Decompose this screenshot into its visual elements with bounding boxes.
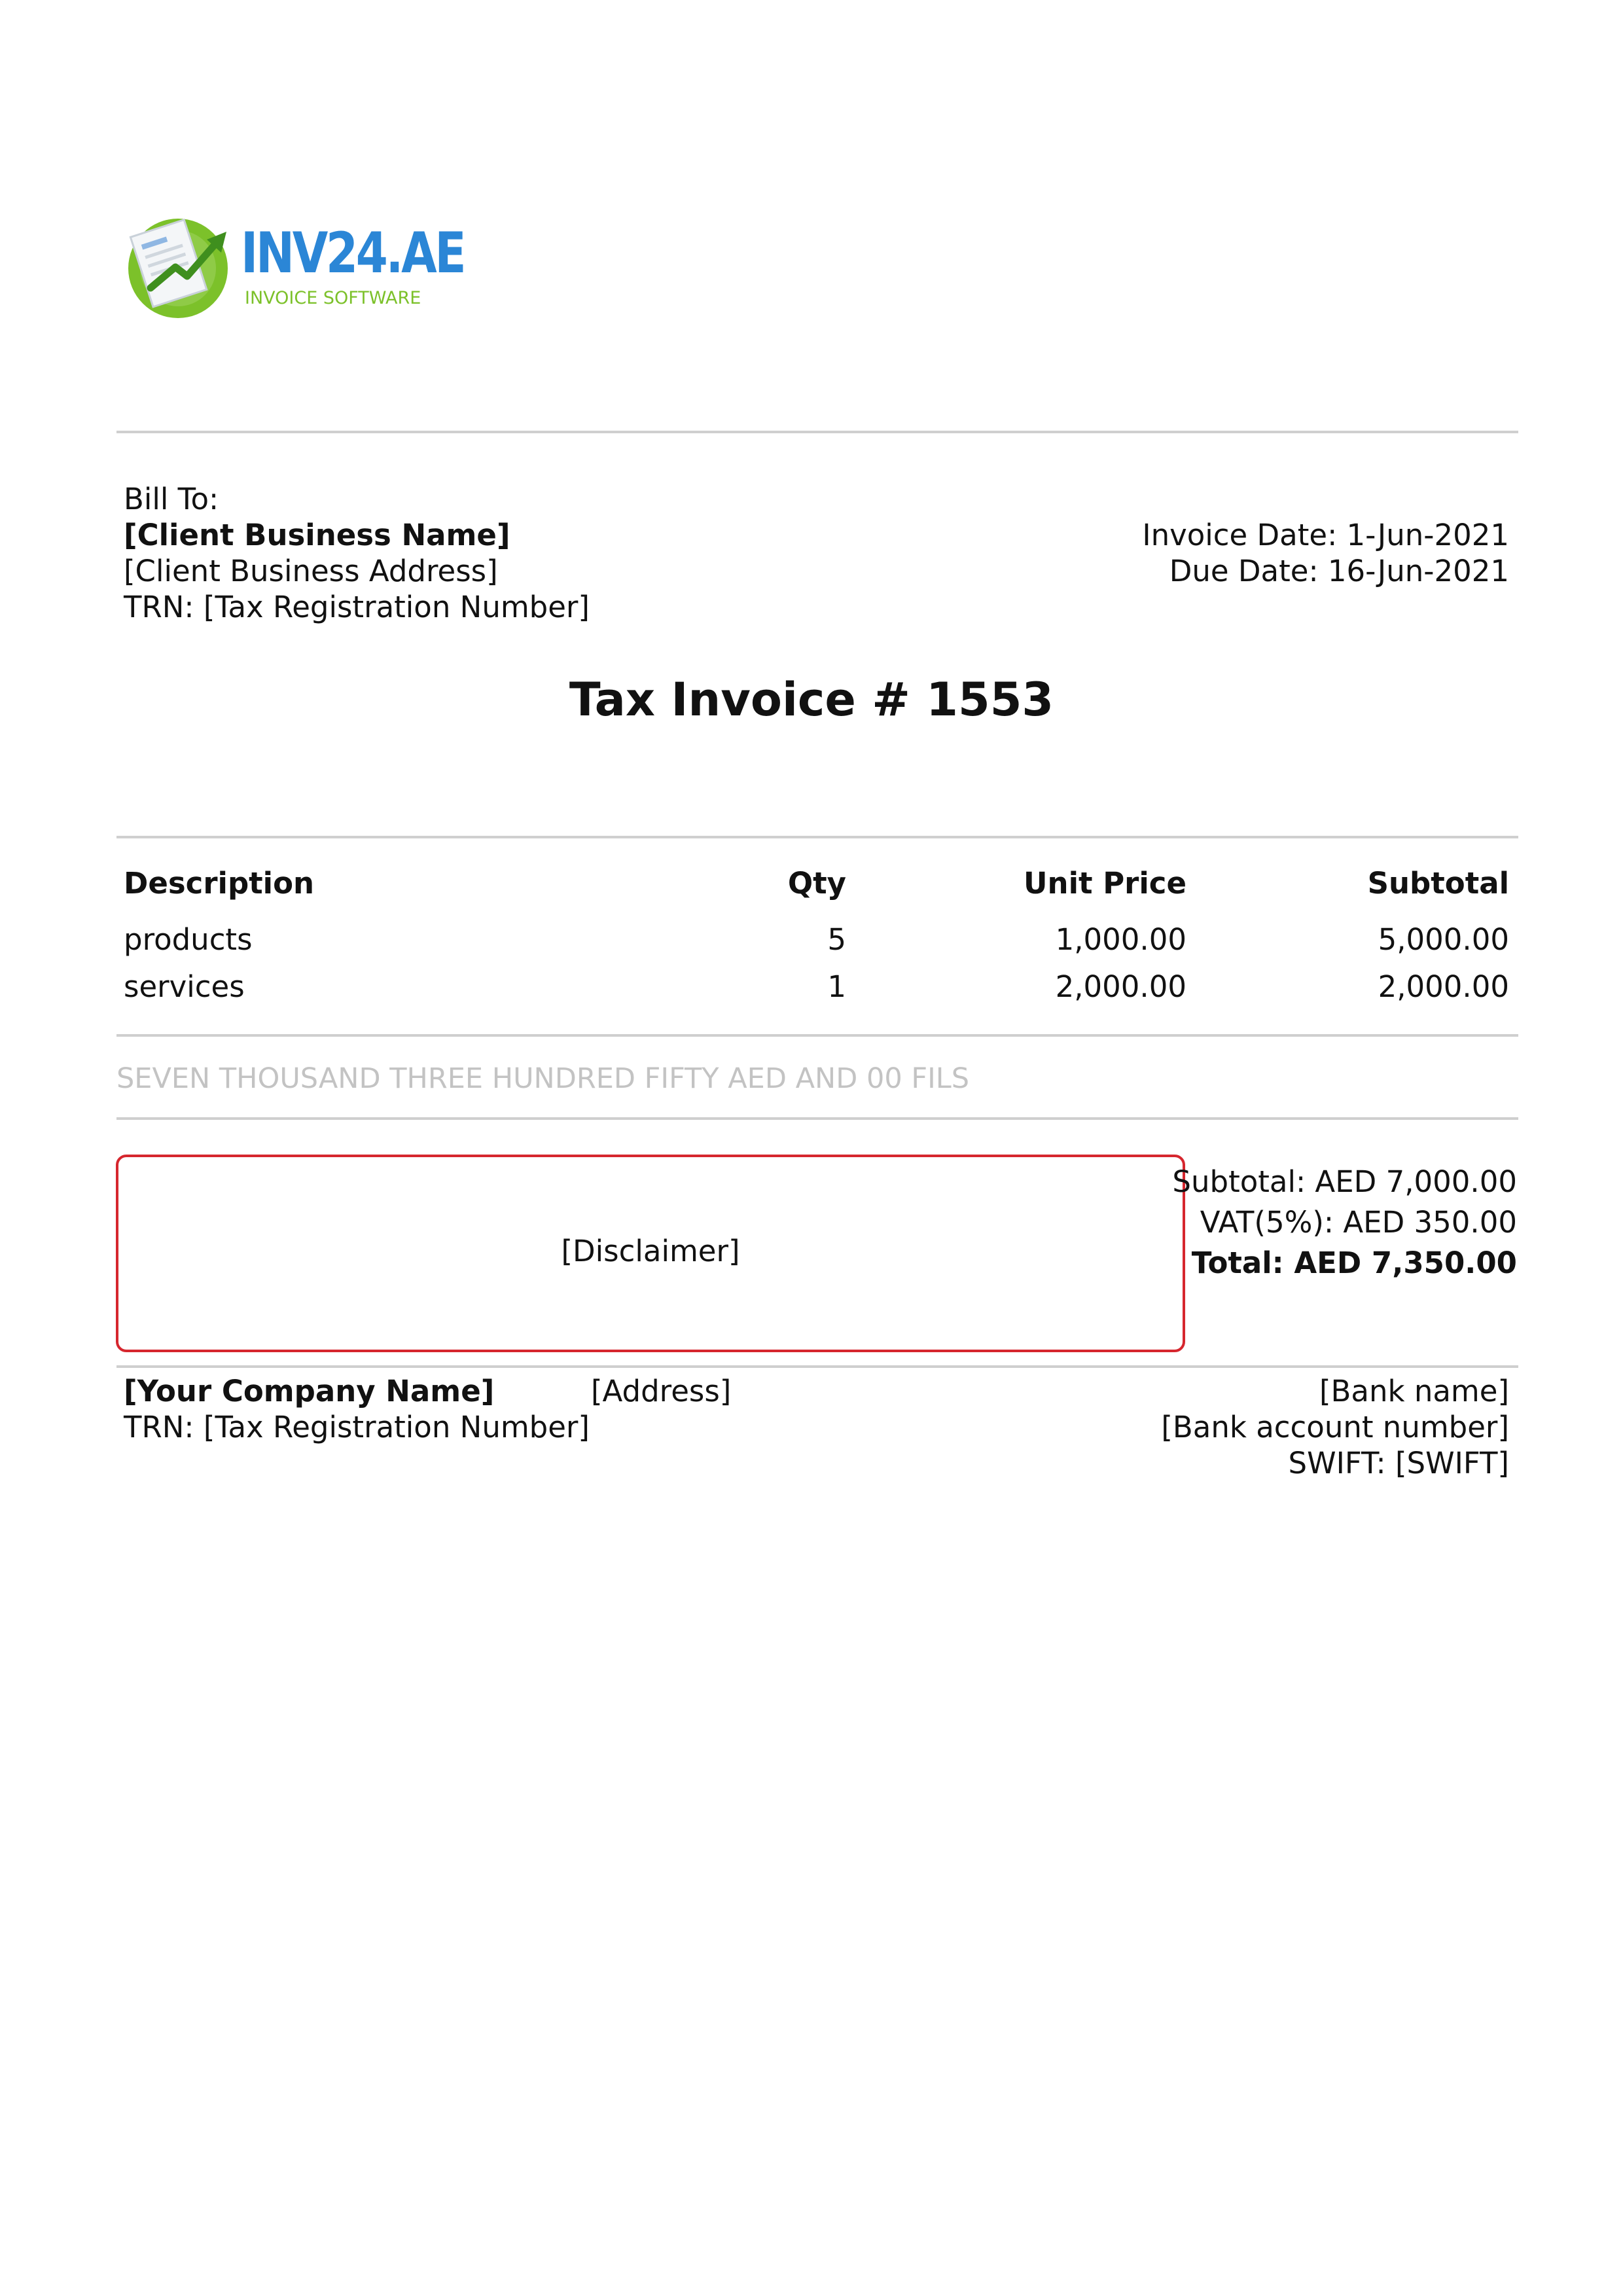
- row-unit-price: 2,000.00: [1055, 969, 1186, 1004]
- row-qty: 5: [827, 922, 846, 957]
- your-company-name: [Your Company Name]: [124, 1374, 495, 1408]
- company-logo: [124, 204, 465, 322]
- column-header-description: Description: [124, 866, 315, 901]
- your-company-trn: TRN: [Tax Registration Number]: [124, 1410, 590, 1444]
- invoice-title: Tax Invoice # 1553: [569, 673, 1054, 726]
- invoice-chart-arrow-icon: [124, 204, 242, 322]
- disclaimer-box: [116, 1155, 1185, 1352]
- client-business-address: [Client Business Address]: [124, 554, 498, 588]
- logo-tagline: INVOICE SOFTWARE: [245, 288, 421, 308]
- row-description: products: [124, 922, 253, 957]
- client-trn: TRN: [Tax Registration Number]: [124, 590, 590, 624]
- disclaimer-text: [Disclaimer]: [561, 1234, 740, 1268]
- column-header-unit-price: Unit Price: [1024, 866, 1186, 901]
- totals-subtotal: Subtotal: AED 7,000.00: [1172, 1164, 1517, 1199]
- bank-account-number: [Bank account number]: [1161, 1410, 1509, 1444]
- totals-vat: VAT(5%): AED 350.00: [1200, 1205, 1517, 1240]
- amount-in-words: SEVEN THOUSAND THREE HUNDRED FIFTY AED AND 00 FILS: [116, 1062, 970, 1095]
- logo-wordmark: INV24.AE: [241, 221, 465, 286]
- column-header-qty: Qty: [787, 866, 846, 901]
- client-business-name: [Client Business Name]: [124, 518, 510, 552]
- row-subtotal: 2,000.00: [1378, 969, 1509, 1004]
- swift-code: SWIFT: [SWIFT]: [1288, 1446, 1509, 1480]
- bank-name: [Bank name]: [1319, 1374, 1509, 1408]
- column-header-subtotal: Subtotal: [1367, 866, 1509, 901]
- company-address: [Address]: [591, 1374, 732, 1408]
- invoice-date: Invoice Date: 1-Jun-2021: [1142, 518, 1509, 552]
- totals-grand-total: Total: AED 7,350.00: [1191, 1246, 1517, 1280]
- footer-divider: [116, 1365, 1518, 1368]
- row-description: services: [124, 969, 245, 1004]
- row-unit-price: 1,000.00: [1055, 922, 1186, 957]
- table-bottom-divider: [116, 1034, 1518, 1037]
- row-qty: 1: [827, 969, 846, 1004]
- bill-to-label: Bill To:: [124, 482, 219, 516]
- table-top-divider: [116, 836, 1518, 838]
- words-divider: [116, 1117, 1518, 1120]
- row-subtotal: 5,000.00: [1378, 922, 1509, 957]
- due-date: Due Date: 16-Jun-2021: [1169, 554, 1509, 588]
- header-divider: [116, 431, 1518, 433]
